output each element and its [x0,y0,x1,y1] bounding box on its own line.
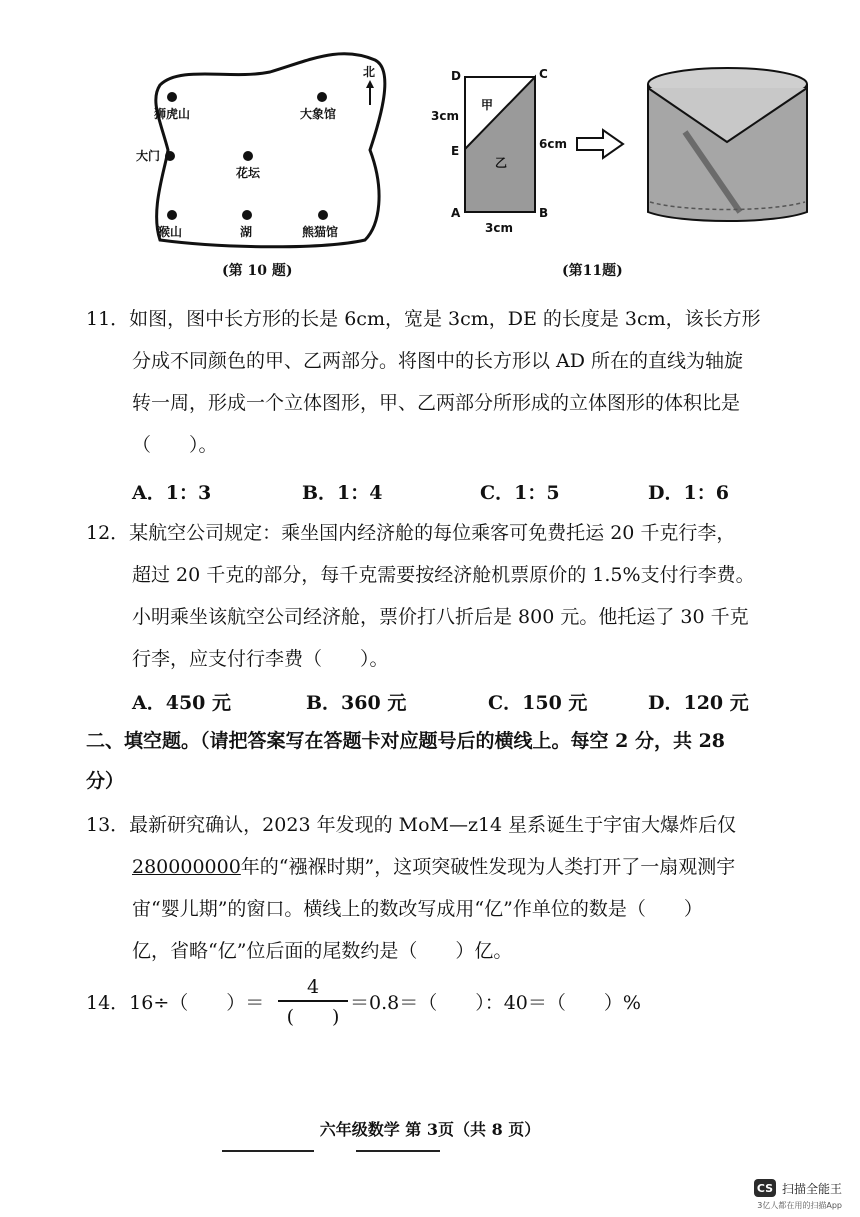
place-elephant: 大象馆 [300,107,337,121]
zoo-map-figure [136,40,400,255]
q12-option-c: C．150 元 [488,692,588,714]
q11-option-c: C．1：5 [480,482,560,504]
place-panda: 熊猫馆 [302,225,339,239]
page-footer: 六年级数学 第 3页（共 8 页） [319,1120,541,1139]
q14-prefix: 14．16÷（ ）＝ [86,992,265,1014]
arrow-icon [577,130,623,158]
q14-denominator: ( ) [286,1006,340,1028]
point-d: D [451,69,461,83]
place-flowerbed: 花坛 [236,166,261,180]
q12-option-d: D．120 元 [648,692,749,714]
footer-underline-left [222,1150,314,1152]
q11-option-b: B．1：4 [302,482,383,504]
q13-line1: 13．最新研究确认，2023 年发现的 MoM—z14 星系诞生于宇宙大爆炸后仅 [86,814,737,836]
dim-de: 3cm [431,109,459,123]
region-jia: 甲 [481,98,494,112]
q14-numerator: 4 [278,976,348,1002]
region-yi: 乙 [495,156,508,170]
q11-line1: 11．如图，图中长方形的长是 6cm，宽是 3cm，DE 的长度是 3cm，该长方形 [86,308,761,330]
section2-heading-line2: 分） [86,770,125,792]
q14-fraction [278,976,348,1029]
scanner-tagline: 3亿人都在用的扫描App [757,1201,842,1210]
q12-line1: 12．某航空公司规定：乘坐国内经济舱的每位乘客可免费托运 20 千克行李， [86,522,736,544]
q12-option-b: B．360 元 [306,692,407,714]
section2-heading-line1: 二、填空题。（请把答案写在答题卡对应题号后的横线上。每空 2 分，共 28 [86,730,726,752]
dim-ab: 3cm [485,221,513,235]
q12-line4: 行李，应支付行李费（ ）。 [132,648,389,670]
scanner-watermark [754,1179,842,1197]
fig10-caption: (第 10 题) [222,263,293,279]
point-c: C [539,67,548,81]
q11-option-d: D．1：6 [648,482,729,504]
q12-line2: 超过 20 千克的部分，每千克需要按经济舱机票原价的 1.5%支付行李费。 [132,564,755,586]
q11-option-a: A．1：3 [132,482,212,504]
q11-line3: 转一周，形成一个立体图形，甲、乙两部分所形成的立体图形的体积比是 [132,392,741,414]
q13-line2 [132,856,735,879]
cs-logo-icon: CS [754,1179,776,1197]
scanner-name: 扫描全能王 [781,1181,842,1196]
rectangle-figure [425,62,645,242]
q11-line2: 分成不同颜色的甲、乙两部分。将图中的长方形以 AD 所在的直线为轴旋 [132,350,744,372]
fig11-caption: (第11题) [562,263,623,279]
q11-line4: （ ）。 [132,434,218,456]
dim-bc: 6cm [539,137,567,151]
q12-option-a: A．450 元 [132,692,232,714]
zoo-boundary [156,54,385,247]
q13-line2-rest: 年的“襁褓时期”，这项突破性发现为人类打开了一扇观测宇 [240,856,736,878]
q13-line3: 宙“婴儿期”的窗口。横线上的数改写成用“亿”作单位的数是（ ） [132,898,703,920]
point-b: B [539,206,549,220]
point-a: A [451,206,461,220]
q12-line3: 小明乘坐该航空公司经济舱，票价打八折后是 800 元。他托运了 30 千克 [132,606,749,628]
q14-suffix: ＝0.8＝（ ）：40＝（ ）% [350,992,641,1014]
q13-line4: 亿，省略“亿”位后面的尾数约是（ ）亿。 [132,940,513,962]
point-e: E [451,144,460,158]
place-gate: 大门 [136,149,161,163]
footer-underline-right [356,1150,440,1152]
place-lion-tiger: 狮虎山 [154,107,191,121]
north-label: 北 [363,65,376,79]
place-lake: 湖 [240,225,253,239]
q13-number: 280000000 [132,856,241,878]
cylinder-figure [640,62,815,227]
place-monkey: 猴山 [158,225,183,239]
